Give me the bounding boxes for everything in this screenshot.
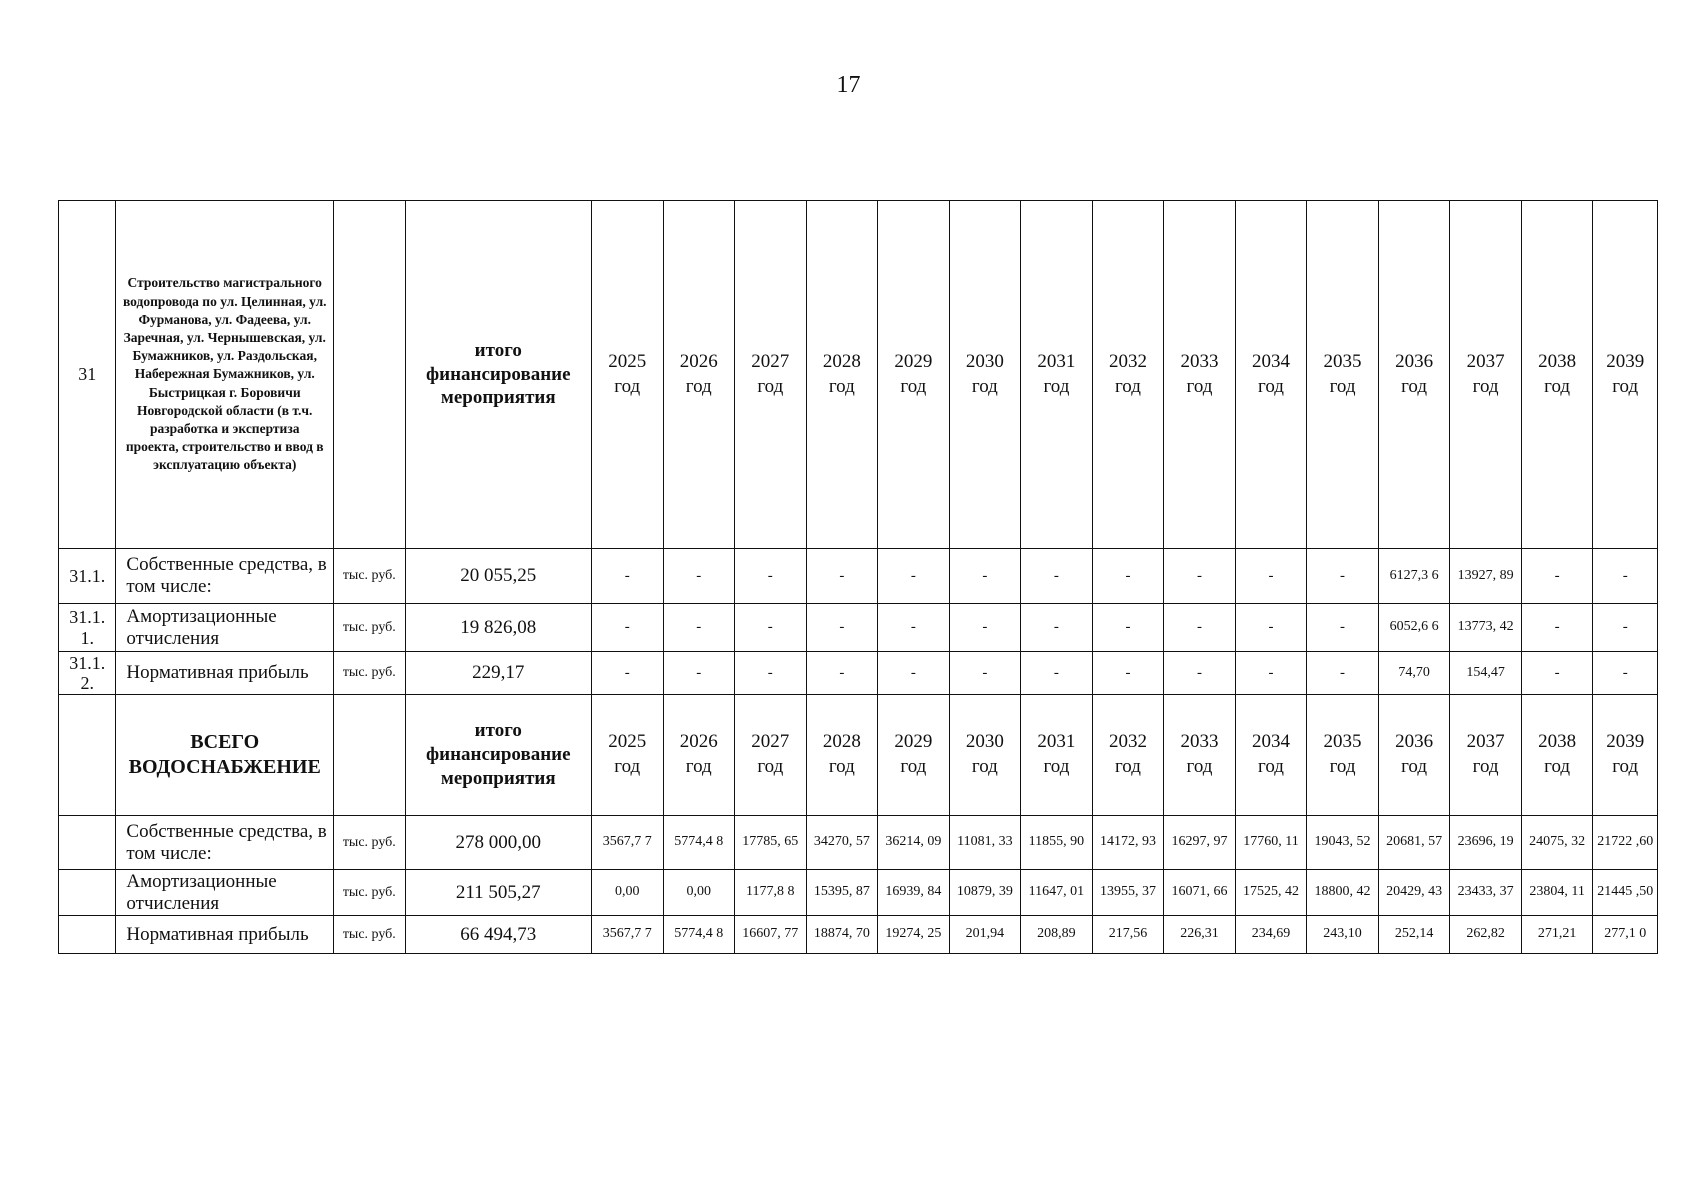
year-value: - <box>663 604 735 652</box>
table-row <box>59 549 1658 604</box>
year-header: 2029 год <box>878 695 950 816</box>
year-value: 13773, 42 <box>1450 604 1522 652</box>
year-value: 16607, 77 <box>735 916 807 954</box>
year-value: - <box>1307 549 1379 604</box>
year-value: 14172, 93 <box>1092 816 1164 870</box>
year-header: 2033 год <box>1164 695 1236 816</box>
year-value: 16297, 97 <box>1164 816 1236 870</box>
year-value: 19274, 25 <box>878 916 950 954</box>
row-number-empty <box>59 916 116 954</box>
year-value: - <box>1021 549 1093 604</box>
year-value: - <box>1307 652 1379 695</box>
year-header: 2038 год <box>1521 201 1593 549</box>
year-value: 16071, 66 <box>1164 870 1236 916</box>
year-value: - <box>1593 604 1658 652</box>
year-header: 2026 год <box>663 201 735 549</box>
unit-cell-empty <box>334 201 406 549</box>
row-total: 66 494,73 <box>405 916 591 954</box>
year-value: - <box>1092 604 1164 652</box>
year-header: 2037 год <box>1450 201 1522 549</box>
year-value: 262,82 <box>1450 916 1522 954</box>
year-value: - <box>1092 652 1164 695</box>
year-value: 252,14 <box>1378 916 1450 954</box>
row-total: 278 000,00 <box>405 816 591 870</box>
year-value: - <box>1164 604 1236 652</box>
row-total: 211 505,27 <box>405 870 591 916</box>
year-header: 2038 год <box>1521 695 1593 816</box>
year-value: 6052,6 6 <box>1378 604 1450 652</box>
year-header: 2037 год <box>1450 695 1522 816</box>
year-value: - <box>735 604 807 652</box>
year-header: 2026 год <box>663 695 735 816</box>
year-value: 16939, 84 <box>878 870 950 916</box>
year-value: 11855, 90 <box>1021 816 1093 870</box>
year-value: 74,70 <box>1378 652 1450 695</box>
row-number-empty <box>59 816 116 870</box>
year-value: - <box>1593 549 1658 604</box>
total-number-empty <box>59 695 116 816</box>
row-total: 20 055,25 <box>405 549 591 604</box>
year-value: - <box>591 652 663 695</box>
row-number: 31.1. 1. <box>59 604 116 652</box>
row-label: Амортизационные отчисления <box>116 604 334 652</box>
year-value: - <box>1521 604 1593 652</box>
row-label: Собственные средства, в том числе: <box>116 816 334 870</box>
year-value: 6127,3 6 <box>1378 549 1450 604</box>
year-value: - <box>949 652 1021 695</box>
year-header: 2035 год <box>1307 201 1379 549</box>
year-value: 20681, 57 <box>1378 816 1450 870</box>
year-value: - <box>1021 652 1093 695</box>
year-value: 17760, 11 <box>1235 816 1307 870</box>
year-value: - <box>1092 549 1164 604</box>
year-value: - <box>806 604 878 652</box>
year-value: 234,69 <box>1235 916 1307 954</box>
row-unit: тыс. руб. <box>334 549 406 604</box>
row-label: Нормативная прибыль <box>116 652 334 695</box>
row-number-empty <box>59 870 116 916</box>
year-header: 2036 год <box>1378 695 1450 816</box>
year-value: 13927, 89 <box>1450 549 1522 604</box>
year-value: 0,00 <box>663 870 735 916</box>
year-value: - <box>878 652 950 695</box>
itogo-header: итого финансирование мероприятия <box>405 695 591 816</box>
year-value: - <box>806 652 878 695</box>
year-value: 201,94 <box>949 916 1021 954</box>
year-value: 24075, 32 <box>1521 816 1593 870</box>
year-value: 3567,7 7 <box>591 816 663 870</box>
year-value: 20429, 43 <box>1378 870 1450 916</box>
year-header: 2025 год <box>591 695 663 816</box>
year-header: 2039 год <box>1593 695 1658 816</box>
year-header: 2027 год <box>735 201 807 549</box>
row-label: Нормативная прибыль <box>116 916 334 954</box>
year-value: - <box>663 652 735 695</box>
year-header: 2035 год <box>1307 695 1379 816</box>
row-unit: тыс. руб. <box>334 652 406 695</box>
table-row <box>59 604 1658 652</box>
year-value: - <box>591 549 663 604</box>
row-number: 31.1. 2. <box>59 652 116 695</box>
year-value: 5774,4 8 <box>663 816 735 870</box>
year-value: 10879, 39 <box>949 870 1021 916</box>
year-value: - <box>949 604 1021 652</box>
year-value: 277,1 0 <box>1593 916 1658 954</box>
row-total: 229,17 <box>405 652 591 695</box>
year-header: 2030 год <box>949 695 1021 816</box>
year-value: 23433, 37 <box>1450 870 1522 916</box>
year-header: 2028 год <box>806 201 878 549</box>
project-number: 31 <box>59 201 116 549</box>
project-title: Строительство магистрального водопровода по ул. Целинная, ул. Фурманова, ул. Фадеева, ул. Заречная, ул. Чернышевская, ул. Бумажников, ул. Раздольская, Набережная Бумажников, ул. Быстрицкая г. Боровичи Новгородской области (в т.ч. разработка и экспертиза проекта, строительство и ввод в эксплуатацию объекта) <box>116 201 334 549</box>
year-value: - <box>591 604 663 652</box>
year-value: 18800, 42 <box>1307 870 1379 916</box>
row-unit: тыс. руб. <box>334 816 406 870</box>
year-header: 2036 год <box>1378 201 1450 549</box>
year-value: - <box>1164 549 1236 604</box>
year-header: 2028 год <box>806 695 878 816</box>
year-value: 11647, 01 <box>1021 870 1093 916</box>
year-value: 36214, 09 <box>878 816 950 870</box>
year-value: - <box>878 604 950 652</box>
year-header: 2025 год <box>591 201 663 549</box>
total-header-row <box>59 695 1658 816</box>
table-row <box>59 816 1658 870</box>
year-value: - <box>878 549 950 604</box>
total-title: ВСЕГО ВОДОСНАБЖЕНИЕ <box>116 695 334 816</box>
row-number: 31.1. <box>59 549 116 604</box>
year-value: - <box>1521 652 1593 695</box>
year-value: - <box>1593 652 1658 695</box>
unit-cell-empty <box>334 695 406 816</box>
year-value: - <box>1235 604 1307 652</box>
year-header: 2033 год <box>1164 201 1236 549</box>
year-value: 23696, 19 <box>1450 816 1522 870</box>
year-value: - <box>1164 652 1236 695</box>
year-value: 19043, 52 <box>1307 816 1379 870</box>
year-value: 21722 ,60 <box>1593 816 1658 870</box>
year-header: 2031 год <box>1021 695 1093 816</box>
page-number: 17 <box>836 72 861 98</box>
year-value: - <box>735 652 807 695</box>
year-value: 208,89 <box>1021 916 1093 954</box>
table-row <box>59 916 1658 954</box>
year-value: 1177,8 8 <box>735 870 807 916</box>
row-unit: тыс. руб. <box>334 604 406 652</box>
year-header: 2031 год <box>1021 201 1093 549</box>
year-value: 5774,4 8 <box>663 916 735 954</box>
year-value: - <box>1235 652 1307 695</box>
year-value: - <box>663 549 735 604</box>
year-value: 243,10 <box>1307 916 1379 954</box>
year-value: 13955, 37 <box>1092 870 1164 916</box>
year-value: - <box>806 549 878 604</box>
year-value: 15395, 87 <box>806 870 878 916</box>
year-value: - <box>1021 604 1093 652</box>
year-value: 17785, 65 <box>735 816 807 870</box>
year-header: 2027 год <box>735 695 807 816</box>
financing-table <box>58 200 1658 954</box>
year-header: 2032 год <box>1092 201 1164 549</box>
year-value: 21445 ,50 <box>1593 870 1658 916</box>
year-value: 34270, 57 <box>806 816 878 870</box>
year-value: - <box>735 549 807 604</box>
row-label: Собственные средства, в том числе: <box>116 549 334 604</box>
year-value: 271,21 <box>1521 916 1593 954</box>
row-label: Амортизационные отчисления <box>116 870 334 916</box>
year-header: 2039 год <box>1593 201 1658 549</box>
table-row <box>59 652 1658 695</box>
year-value: 11081, 33 <box>949 816 1021 870</box>
year-value: - <box>1235 549 1307 604</box>
row-unit: тыс. руб. <box>334 870 406 916</box>
year-value: 18874, 70 <box>806 916 878 954</box>
year-value: 217,56 <box>1092 916 1164 954</box>
year-header: 2029 год <box>878 201 950 549</box>
year-value: - <box>1521 549 1593 604</box>
year-header: 2032 год <box>1092 695 1164 816</box>
year-value: 17525, 42 <box>1235 870 1307 916</box>
itogo-header: итого финансирование мероприятия <box>405 201 591 549</box>
year-value: 226,31 <box>1164 916 1236 954</box>
row-unit: тыс. руб. <box>334 916 406 954</box>
year-header: 2030 год <box>949 201 1021 549</box>
year-value: - <box>949 549 1021 604</box>
year-value: 0,00 <box>591 870 663 916</box>
year-value: 23804, 11 <box>1521 870 1593 916</box>
row-total: 19 826,08 <box>405 604 591 652</box>
year-value: 154,47 <box>1450 652 1522 695</box>
year-value: 3567,7 7 <box>591 916 663 954</box>
project-header-row <box>59 201 1658 549</box>
year-header: 2034 год <box>1235 201 1307 549</box>
year-header: 2034 год <box>1235 695 1307 816</box>
table-row <box>59 870 1658 916</box>
year-value: - <box>1307 604 1379 652</box>
